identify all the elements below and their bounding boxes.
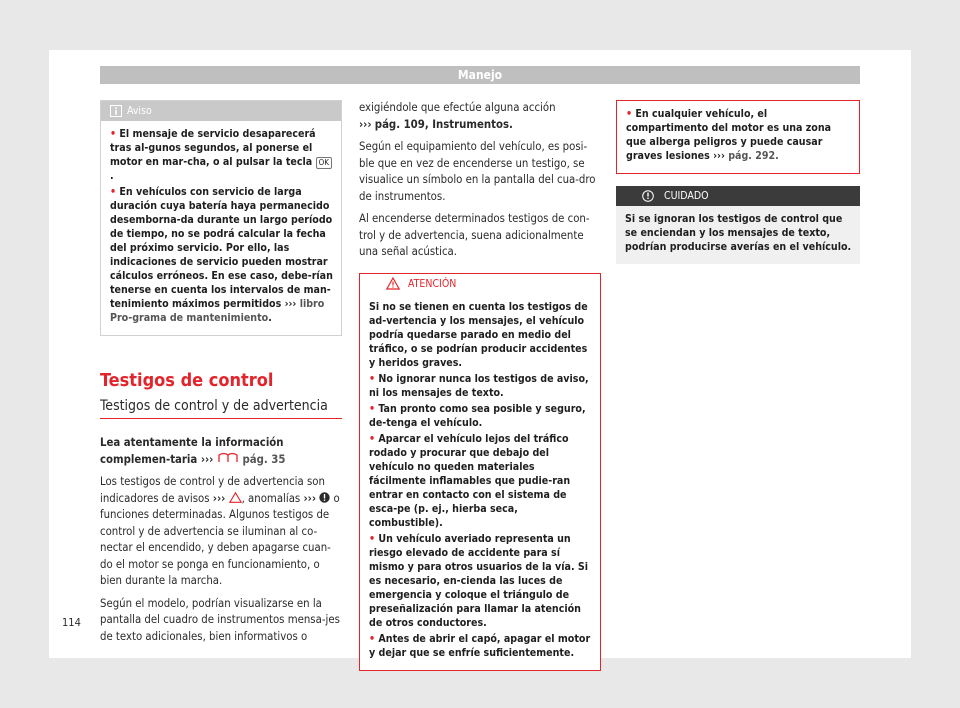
warning-triangle-icon bbox=[386, 277, 400, 290]
paragraph: Los testigos de control y de advertencia son indicadores de avisos ››› , anomalías ››› o funciones determinadas. Algunos testigos de control y de advertencia se iluminan al co-nectar el encendido, y deben apagarse cuan-do el motor se ponga en funcionamiento, o bien durante la marcha. bbox=[100, 475, 340, 587]
page-reference-link[interactable]: pág. 292. bbox=[728, 150, 779, 162]
lead-paragraph: Lea atentamente la información complemen-taria ››› pág. 35 bbox=[100, 436, 286, 466]
aviso-body bbox=[101, 121, 341, 335]
cuidado-text: Si se ignoran los testigos de control que se enciendan y los mensajes de texto, podrían producirse averías en el vehículo. bbox=[625, 213, 852, 253]
atencion-item: • No ignorar nunca los testigos de aviso, ni los mensajes de texto. bbox=[369, 372, 589, 399]
atencion-header bbox=[360, 274, 600, 294]
paragraph: exigiéndole que efectúe alguna acción ››› pág. 109, Instrumentos. bbox=[359, 101, 556, 131]
info-icon bbox=[110, 105, 122, 117]
aviso-item: • El mensaje de servicio desaparecerá tras al-gunos segundos, al ponerse el motor en mar-cha, o al pulsar la tecla OK. bbox=[110, 127, 333, 183]
bullet-icon: • bbox=[369, 632, 376, 645]
bullet-icon: • bbox=[626, 108, 633, 120]
exclamation-circle-icon bbox=[319, 492, 330, 503]
bullet-icon: • bbox=[110, 186, 117, 198]
warning-triangle-icon bbox=[229, 492, 242, 503]
book-ref-icon bbox=[217, 452, 239, 464]
page-reference-link[interactable]: pág. 109, Instrumentos. bbox=[374, 117, 513, 131]
bullet-icon: • bbox=[369, 432, 376, 445]
column-3 bbox=[616, 100, 860, 264]
column-1 bbox=[100, 100, 342, 651]
ok-key-icon: OK bbox=[316, 157, 332, 169]
atencion-item: • En cualquier vehículo, el compartimento del motor es una zona que alberga peligros y puede causar graves lesiones ››› pág. 292. bbox=[626, 108, 832, 162]
atencion-item: • Aparcar el vehículo lejos del tráfico rodado y procurar que debajo del vehículo no queden materiales fácilmente inflamables que pudie-ran entrar en contacto con el sistema de esca-pe (p. ej., hierba seca, combustible). bbox=[369, 432, 571, 529]
subsection-title-wrap bbox=[100, 397, 342, 419]
atencion-body bbox=[360, 294, 600, 670]
paragraph: Al encenderse determinados testigos de con-trol y de advertencia, suena adicionalmente una señal acústica. bbox=[359, 212, 590, 258]
atencion-box bbox=[359, 273, 601, 671]
column-2 bbox=[359, 100, 601, 671]
aviso-item: • En vehículos con servicio de larga duración cuya batería haya permanecido desemborna-da durante un largo período de tiempo, no se podrá calcular la fecha del próximo servicio. Por ello, las indicaciones de servicio pueden mostrar cálculos erróneos. En ese caso, debe-rían tenerse en cuenta los intervalos de man-tenimiento máximos permitidos ››› libro Pro-grama de mantenimiento. bbox=[110, 186, 333, 324]
section-title: Testigos de control bbox=[100, 370, 274, 391]
paragraph: Según el equipamiento del vehículo, es posi-ble que en vez de encenderse un testigo, se visualice un símbolo en la pantalla del cua-dro de instrumentos. bbox=[359, 140, 596, 203]
cuidado-body bbox=[616, 206, 860, 264]
cuidado-header bbox=[616, 186, 860, 206]
atencion-title: ATENCIÓN bbox=[408, 277, 457, 290]
atencion-continued-box bbox=[616, 100, 860, 174]
page-reference-link[interactable]: pág. 35 bbox=[242, 452, 286, 466]
aviso-header bbox=[101, 101, 341, 121]
aviso-box bbox=[100, 100, 342, 336]
aviso-title: Aviso bbox=[127, 105, 152, 117]
page-header: Manejo bbox=[100, 66, 860, 84]
bullet-icon: • bbox=[110, 128, 117, 140]
atencion-item: • Un vehículo averiado representa un riesgo elevado de accidente para sí mismo y para otros usuarios de la vía. Si es necesario, en-cienda las luces de emergencia y coloque el triángulo de preseñalización para llamar la atención de otros conductores. bbox=[369, 532, 589, 629]
bullet-icon: • bbox=[369, 372, 376, 385]
bullet-icon: • bbox=[369, 402, 376, 415]
cuidado-box bbox=[616, 186, 860, 264]
page-number: 114 bbox=[62, 616, 81, 629]
cuidado-info-icon bbox=[642, 190, 654, 202]
bullet-icon: • bbox=[369, 532, 376, 545]
paragraph: Según el modelo, podrían visualizarse en la pantalla del cuadro de instrumentos mensa-jes de texto adicionales, bien informativos o bbox=[100, 596, 340, 643]
atencion-item: • Tan pronto como sea posible y seguro, de-tenga el vehículo. bbox=[369, 402, 586, 429]
atencion-intro: Si no se tienen en cuenta los testigos de ad-vertencia y los mensajes, el vehículo podría quedarse parado en medio del tráfico, o se podrían producir accidentes y heridos graves. bbox=[369, 300, 588, 369]
atencion-item: • Antes de abrir el capó, apagar el motor y dejar que se enfríe suficientemente. bbox=[369, 632, 591, 659]
cuidado-title: CUIDADO bbox=[664, 190, 709, 202]
atencion-continued-body bbox=[617, 101, 859, 173]
manual-reference-link[interactable]: libro Pro-grama de mantenimiento bbox=[110, 298, 325, 324]
subsection-title: Testigos de control y de advertencia bbox=[100, 398, 328, 414]
